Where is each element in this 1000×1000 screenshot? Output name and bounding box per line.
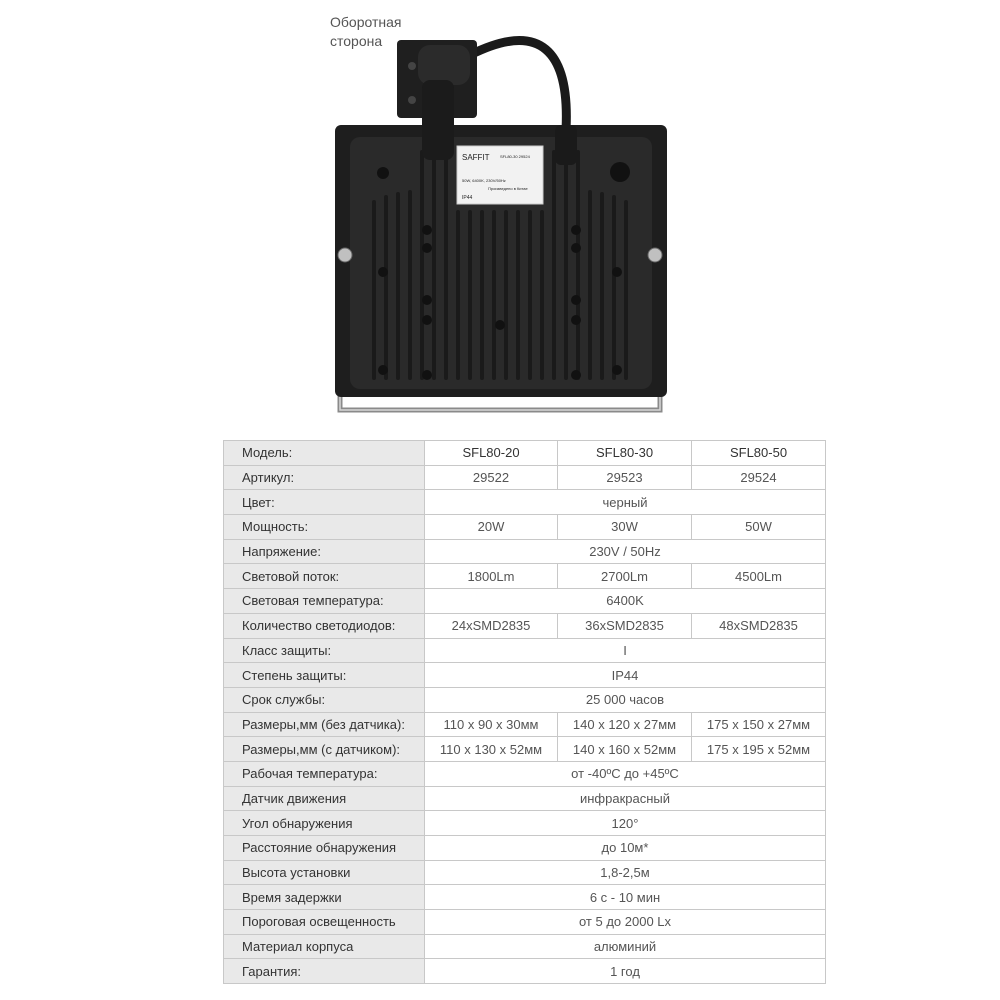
spec-value: 2700Lm bbox=[558, 564, 692, 589]
caption-line-1: Оборотная bbox=[330, 14, 402, 30]
spec-value: черный bbox=[425, 490, 826, 515]
spec-value: 50W bbox=[692, 515, 826, 540]
label-line-3: Произведено в Китае bbox=[488, 186, 528, 191]
spec-label: Напряжение: bbox=[224, 539, 425, 564]
spec-value: 29523 bbox=[558, 465, 692, 490]
spec-label: Материал корпуса bbox=[224, 934, 425, 959]
spec-row bbox=[224, 737, 826, 762]
spec-value: алюминий bbox=[425, 934, 826, 959]
spec-row bbox=[224, 934, 826, 959]
spec-value: 110 x 90 x 30мм bbox=[425, 712, 558, 737]
spec-label: Пороговая освещенность bbox=[224, 910, 425, 935]
spec-value: SFL80-50 bbox=[692, 441, 826, 466]
spec-value: до 10м* bbox=[425, 836, 826, 861]
spec-value: 1800Lm bbox=[425, 564, 558, 589]
floodlight-back-photo bbox=[320, 20, 680, 420]
spec-value: 24xSMD2835 bbox=[425, 613, 558, 638]
spec-label: Рабочая температура: bbox=[224, 761, 425, 786]
spec-label: Световая температура: bbox=[224, 589, 425, 614]
spec-row bbox=[224, 490, 826, 515]
spec-row bbox=[224, 811, 826, 836]
spec-label: Время задержки bbox=[224, 885, 425, 910]
caption-line-2: сторона bbox=[330, 33, 383, 49]
spec-value: 30W bbox=[558, 515, 692, 540]
spec-row bbox=[224, 638, 826, 663]
spec-value: 1,8-2,5м bbox=[425, 860, 826, 885]
spec-value: SFL80-30 bbox=[558, 441, 692, 466]
spec-row bbox=[224, 836, 826, 861]
spec-value: 230V / 50Hz bbox=[425, 539, 826, 564]
spec-value: IP44 bbox=[425, 663, 826, 688]
spec-label: Расстояние обнаружения bbox=[224, 836, 425, 861]
spec-label: Мощность: bbox=[224, 515, 425, 540]
spec-value: 29524 bbox=[692, 465, 826, 490]
spec-row bbox=[224, 539, 826, 564]
spec-value: SFL80-20 bbox=[425, 441, 558, 466]
spec-row bbox=[224, 687, 826, 712]
spec-row bbox=[224, 910, 826, 935]
spec-label: Количество светодиодов: bbox=[224, 613, 425, 638]
spec-row bbox=[224, 515, 826, 540]
spec-label: Датчик движения bbox=[224, 786, 425, 811]
spec-value: 20W bbox=[425, 515, 558, 540]
spec-label: Гарантия: bbox=[224, 959, 425, 984]
label-ip: IP44 bbox=[462, 195, 473, 201]
spec-value: 120° bbox=[425, 811, 826, 836]
spec-row bbox=[224, 786, 826, 811]
spec-row bbox=[224, 761, 826, 786]
spec-row bbox=[224, 663, 826, 688]
spec-value: 25 000 часов bbox=[425, 687, 826, 712]
spec-value: 110 x 130 x 52мм bbox=[425, 737, 558, 762]
spec-row bbox=[224, 712, 826, 737]
spec-row bbox=[224, 564, 826, 589]
spec-label: Размеры,мм (без датчика): bbox=[224, 712, 425, 737]
spec-row bbox=[224, 465, 826, 490]
label-brand: SAFFIT bbox=[462, 153, 490, 162]
spec-label: Степень защиты: bbox=[224, 663, 425, 688]
spec-label: Высота установки bbox=[224, 860, 425, 885]
spec-value: 175 x 150 x 27мм bbox=[692, 712, 826, 737]
spec-row bbox=[224, 613, 826, 638]
specs-table bbox=[223, 440, 826, 984]
label-line-2: 50W, 6400K, 230V/50Hz bbox=[462, 178, 506, 183]
spec-value: 36xSMD2835 bbox=[558, 613, 692, 638]
spec-row bbox=[224, 860, 826, 885]
spec-label: Световой поток: bbox=[224, 564, 425, 589]
spec-value: 4500Lm bbox=[692, 564, 826, 589]
spec-label: Модель: bbox=[224, 441, 425, 466]
spec-value: 29522 bbox=[425, 465, 558, 490]
spec-value: 140 x 120 x 27мм bbox=[558, 712, 692, 737]
spec-label: Срок службы: bbox=[224, 687, 425, 712]
spec-value: 6400K bbox=[425, 589, 826, 614]
spec-value: 48xSMD2835 bbox=[692, 613, 826, 638]
spec-row bbox=[224, 441, 826, 466]
spec-row bbox=[224, 589, 826, 614]
spec-value: 140 x 160 x 52мм bbox=[558, 737, 692, 762]
spec-value: от -40ºC до +45ºC bbox=[425, 761, 826, 786]
spec-value: I bbox=[425, 638, 826, 663]
spec-label: Артикул: bbox=[224, 465, 425, 490]
spec-label: Размеры,мм (с датчиком): bbox=[224, 737, 425, 762]
spec-row bbox=[224, 959, 826, 984]
spec-value: инфракрасный bbox=[425, 786, 826, 811]
spec-label: Цвет: bbox=[224, 490, 425, 515]
spec-value: 6 с - 10 мин bbox=[425, 885, 826, 910]
spec-value: от 5 до 2000 Lx bbox=[425, 910, 826, 935]
spec-value: 1 год bbox=[425, 959, 826, 984]
spec-label: Угол обнаружения bbox=[224, 811, 425, 836]
spec-row bbox=[224, 885, 826, 910]
spec-label: Класс защиты: bbox=[224, 638, 425, 663]
label-line-1: SFL80-30 29524 bbox=[500, 154, 530, 159]
spec-value: 175 x 195 x 52мм bbox=[692, 737, 826, 762]
